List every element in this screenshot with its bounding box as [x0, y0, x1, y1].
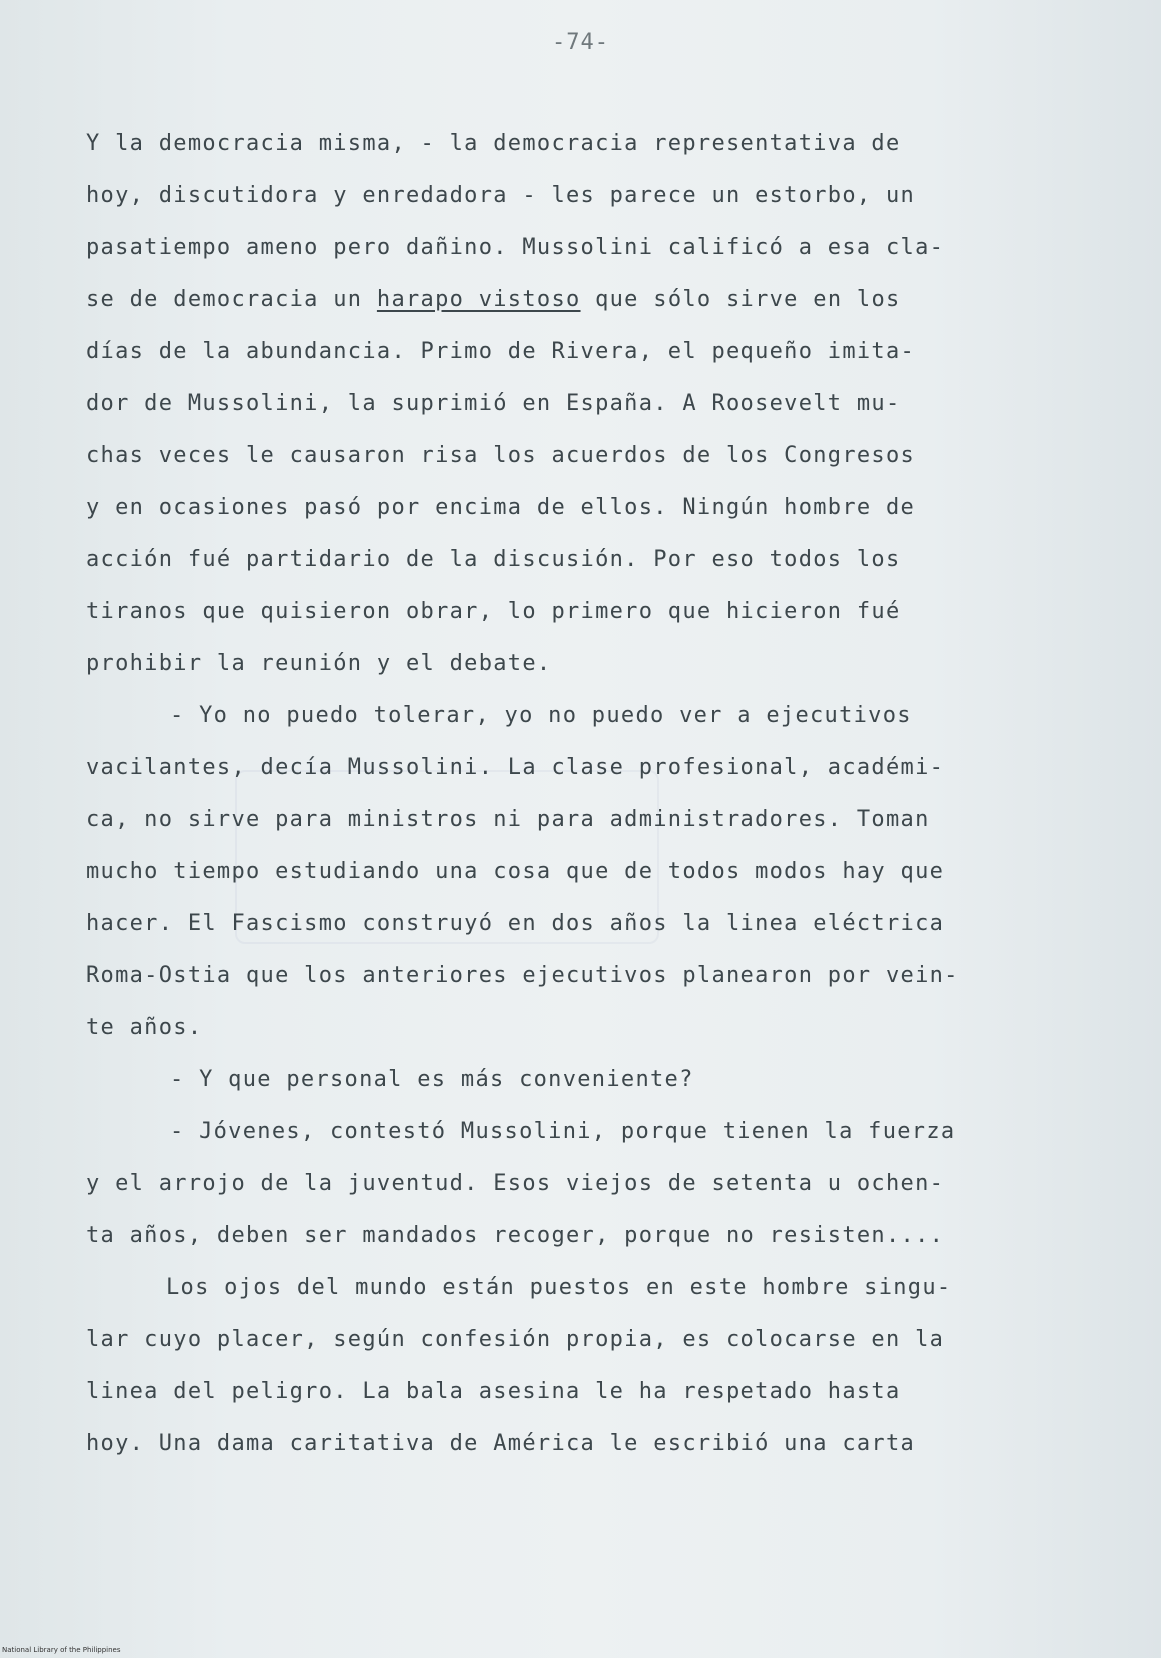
- text-line: días de la abundancia. Primo de Rivera, el pequeño imita-: [86, 339, 916, 364]
- text-line: prohibir la reunión y el debate.: [86, 651, 552, 676]
- underlined-phrase: harapo vistoso: [376, 287, 581, 312]
- text-segment: se de democracia un: [86, 287, 377, 312]
- text-line: Y la democracia misma, - la democracia representativa de: [86, 131, 901, 156]
- text-line: lar cuyo placer, según confesión propia, es colocarse en la: [86, 1327, 945, 1352]
- text-line: te años.: [86, 1015, 203, 1040]
- text-line: hoy. Una dama caritativa de América le escribió una carta: [86, 1431, 916, 1456]
- text-line: ca, no sirve para ministros ni para administradores. Toman: [86, 807, 930, 832]
- text-line: acción fué partidario de la discusión. Por eso todos los: [86, 547, 901, 572]
- text-line: - Y que personal es más conveniente?: [170, 1067, 694, 1092]
- text-line: hacer. El Fascismo construyó en dos años la linea eléctrica: [86, 911, 945, 936]
- text-line: linea del peligro. La bala asesina le ha respetado hasta: [86, 1379, 901, 1404]
- text-line: vacilantes, decía Mussolini. La clase profesional, académi-: [86, 755, 945, 780]
- text-line: dor de Mussolini, la suprimió en España. A Roosevelt mu-: [86, 391, 901, 416]
- text-line: tiranos que quisieron obrar, lo primero que hicieron fué: [86, 599, 901, 624]
- text-segment: que sólo sirve en los: [580, 287, 901, 312]
- text-line: Roma-Ostia que los anteriores ejecutivos planearon por vein-: [86, 963, 959, 988]
- text-line: - Jóvenes, contestó Mussolini, porque tienen la fuerza: [170, 1119, 956, 1144]
- text-line: y el arrojo de la juventud. Esos viejos de setenta u ochen-: [86, 1171, 945, 1196]
- text-line: y en ocasiones pasó por encima de ellos. Ningún hombre de: [86, 495, 916, 520]
- page-number: -74-: [552, 30, 609, 55]
- text-line: hoy, discutidora y enredadora - les parece un estorbo, un: [86, 183, 916, 208]
- text-line: - Yo no puedo tolerar, yo no puedo ver a ejecutivos: [170, 703, 912, 728]
- text-line: ta años, deben ser mandados recoger, porque no resisten....: [86, 1223, 945, 1248]
- text-line: chas veces le causaron risa los acuerdos de los Congresos: [86, 443, 916, 468]
- footer-credit: National Library of the Philippines: [2, 1646, 121, 1654]
- text-line: mucho tiempo estudiando una cosa que de todos modos hay que: [86, 859, 945, 884]
- text-line: [86, 285, 901, 315]
- text-line: pasatiempo ameno pero dañino. Mussolini calificó a esa cla-: [86, 235, 945, 260]
- text-line: Los ojos del mundo están puestos en este hombre singu-: [166, 1275, 952, 1300]
